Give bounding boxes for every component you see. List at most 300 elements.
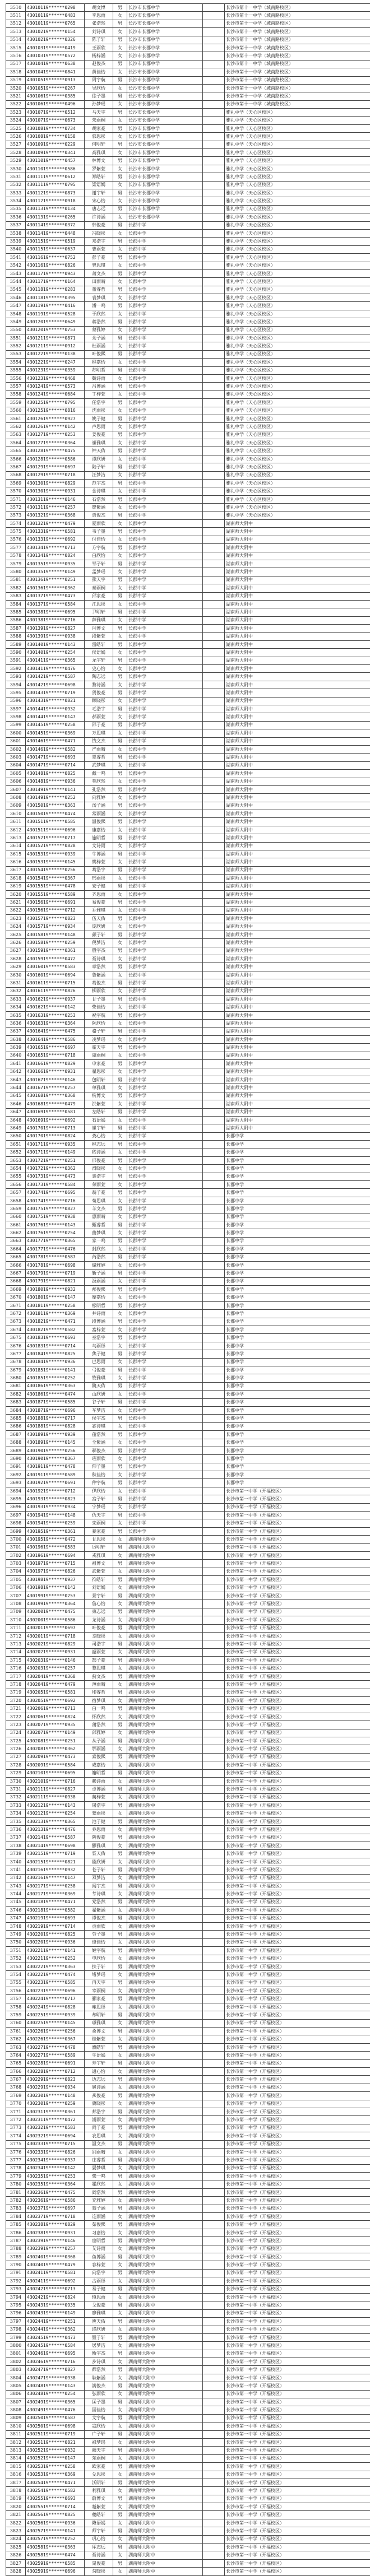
table-row (6, 826, 370, 834)
admitted-school: 长沙市第一中学（开福校区） (225, 1914, 370, 1922)
admitted-school: 长沙市第一中学（开福校区） (225, 2043, 370, 2051)
student-name: 乔思雨 (85, 1826, 113, 1834)
row-index: 3673 (6, 1318, 26, 1326)
graduating-school: 长沙市长郡中学 (127, 205, 203, 213)
admitted-school: 长沙市第一中学（开福校区） (225, 2197, 370, 2205)
graduating-school: 长郡中学 (127, 262, 203, 269)
table-row (6, 399, 370, 407)
admitted-school: 湖南师大附中 (225, 1027, 370, 1035)
empty-cell (203, 1705, 225, 1713)
table-row (6, 1648, 370, 1656)
student-name: 荣雨萱 (85, 1181, 113, 1189)
id-number: 43014219******0698 (26, 681, 85, 689)
graduating-school: 长沙市长郡中学 (127, 60, 203, 68)
student-name: 邱家豪 (85, 592, 113, 600)
table-row (6, 2544, 370, 2551)
id-number: 43024019******0479 (26, 2261, 85, 2269)
graduating-school: 湖南师大附中 (127, 2471, 203, 2479)
student-name: 鲁紫涵 (85, 971, 113, 979)
student-gender: 女 (113, 2052, 127, 2059)
empty-cell (203, 1141, 225, 1148)
student-gender: 女 (113, 2003, 127, 2011)
empty-cell (203, 1955, 225, 1963)
graduating-school: 长沙市长郡中学 (127, 12, 203, 20)
table-row (6, 1938, 370, 1946)
table-row (6, 1931, 370, 1938)
student-gender: 女 (113, 133, 127, 141)
graduating-school: 长郡中学 (127, 1463, 203, 1471)
table-row (6, 366, 370, 374)
id-number: 43024119******0692 (26, 2277, 85, 2285)
admitted-school: 雅礼中学（天心区校区） (225, 149, 370, 157)
student-gender: 男 (113, 705, 127, 713)
admitted-school: 长郡中学 (225, 1181, 370, 1189)
student-gender: 女 (113, 1810, 127, 1817)
empty-cell (203, 2173, 225, 2180)
student-gender: 男 (113, 1398, 127, 1406)
empty-cell (203, 802, 225, 810)
empty-cell (203, 92, 225, 100)
row-index: 3681 (6, 1382, 26, 1390)
student-gender: 男 (113, 2350, 127, 2358)
graduating-school: 长郡中学 (127, 1253, 203, 1261)
student-name: 甘子墨 (85, 996, 113, 1003)
row-index: 3598 (6, 713, 26, 721)
graduating-school: 湖南师大附中 (127, 2237, 203, 2245)
graduating-school: 长郡中学 (127, 415, 203, 422)
admitted-school: 雅礼中学（天心区校区） (225, 269, 370, 277)
graduating-school: 长郡中学 (127, 1052, 203, 1059)
row-index: 3708 (6, 1600, 26, 1608)
id-number: 43019019******0256 (26, 1447, 85, 1454)
row-index: 3604 (6, 761, 26, 769)
student-name: 萧文杰 (85, 269, 113, 277)
admitted-school: 长沙市第一中学（开福校区） (225, 2414, 370, 2422)
id-number: 43012119******0871 (26, 334, 85, 342)
student-name: 申欣怡 (85, 1955, 113, 1963)
id-number: 43015219******0828 (26, 842, 85, 850)
admitted-school: 雅礼中学（天心区校区） (225, 278, 370, 286)
student-gender: 女 (113, 390, 127, 398)
graduating-school: 长郡中学 (127, 745, 203, 753)
row-index: 3706 (6, 1584, 26, 1592)
graduating-school: 长郡中学 (127, 640, 203, 648)
table-row (6, 2100, 370, 2108)
table-row (6, 2253, 370, 2261)
id-number: 43015519******0589 (26, 890, 85, 898)
table-row (6, 423, 370, 431)
id-number: 43014719******0714 (26, 761, 85, 769)
empty-cell (203, 487, 225, 495)
id-number: 43010319******0419 (26, 44, 85, 52)
graduating-school: 湖南师大附中 (127, 1552, 203, 1560)
row-index: 3671 (6, 1301, 26, 1309)
table-row (6, 2277, 370, 2285)
student-gender: 女 (113, 1907, 127, 1914)
row-index: 3692 (6, 1471, 26, 1479)
id-number: 43015519******0478 (26, 882, 85, 890)
admitted-school: 雅礼中学（天心区校区） (225, 124, 370, 132)
empty-cell (203, 2527, 225, 2535)
row-index: 3779 (6, 2173, 26, 2180)
student-gender: 男 (113, 2382, 127, 2390)
empty-cell (203, 2269, 225, 2277)
table-row (6, 2438, 370, 2446)
admitted-school: 湖南师大附中 (225, 600, 370, 608)
id-number: 43011519******0519 (26, 238, 85, 245)
id-number: 43020619******0713 (26, 1705, 85, 1713)
table-row (6, 915, 370, 923)
graduating-school: 长郡中学 (127, 850, 203, 858)
empty-cell (203, 955, 225, 963)
graduating-school: 湖南师大附中 (127, 2430, 203, 2438)
empty-cell (203, 584, 225, 592)
row-index: 3540 (6, 245, 26, 253)
empty-cell (203, 576, 225, 584)
empty-cell (203, 2422, 225, 2430)
graduating-school: 长郡中学 (127, 705, 203, 713)
id-number: 43017519******0938 (26, 1213, 85, 1221)
graduating-school: 长郡中学 (127, 463, 203, 471)
empty-cell (203, 254, 225, 262)
table-row (6, 1810, 370, 1817)
admitted-school: 雅礼中学（天心区校区） (225, 213, 370, 221)
id-number: 43022219******0474 (26, 1971, 85, 1979)
empty-cell (203, 1398, 225, 1406)
empty-cell (203, 1189, 225, 1197)
empty-cell (203, 2503, 225, 2511)
id-number: 43022919******0934 (26, 2084, 85, 2091)
graduating-school: 湖南师大附中 (127, 2108, 203, 2115)
student-name: 易子健 (85, 2285, 113, 2293)
id-number: 43015619******0712 (26, 906, 85, 914)
admitted-school: 长沙市第一中学（开福校区） (225, 2430, 370, 2438)
row-index: 3549 (6, 318, 26, 326)
graduating-school: 湖南师大附中 (127, 1850, 203, 1858)
id-number: 43011219******0873 (26, 189, 85, 197)
empty-cell (203, 1640, 225, 1648)
row-index: 3585 (6, 608, 26, 616)
table-row (6, 133, 370, 141)
student-gender: 女 (113, 1165, 127, 1173)
student-name: 芮浩然 (85, 1253, 113, 1261)
table-row (6, 882, 370, 890)
admitted-school: 长沙市第一中学（开福校区） (225, 2213, 370, 2221)
table-row (6, 1769, 370, 1777)
graduating-school: 湖南师大附中 (127, 1705, 203, 1713)
id-number: 43021219******0143 (26, 1802, 85, 1810)
student-name: 全紫涵 (85, 1439, 113, 1447)
graduating-school: 湖南师大附中 (127, 2052, 203, 2059)
table-row (6, 2471, 370, 2479)
table-row (6, 455, 370, 463)
id-number: 43021619******0147 (26, 1874, 85, 1882)
admitted-school: 长郡中学 (225, 1447, 370, 1454)
student-gender: 男 (113, 2447, 127, 2454)
row-index: 3512 (6, 20, 26, 27)
row-index: 3633 (6, 996, 26, 1003)
graduating-school: 湖南师大附中 (127, 2568, 203, 2575)
admitted-school: 湖南师大附中 (225, 899, 370, 906)
student-name: 庾天佑 (85, 2318, 113, 2326)
empty-cell (203, 149, 225, 157)
empty-cell (203, 141, 225, 148)
empty-cell (203, 1560, 225, 1568)
admitted-school: 长沙市第一中学（开福校区） (225, 2059, 370, 2067)
admitted-school: 长沙市第一中学（开福校区） (225, 1745, 370, 1753)
student-name: 金诗琪 (85, 487, 113, 495)
graduating-school: 湖南师大附中 (127, 1947, 203, 1955)
admitted-school: 长沙市第一中学（开福校区） (225, 1898, 370, 1906)
table-row (6, 1632, 370, 1640)
student-gender: 男 (113, 2076, 127, 2084)
empty-cell (203, 181, 225, 189)
admitted-school: 长沙市第一中学（开福校区） (225, 1608, 370, 1616)
table-row (6, 310, 370, 318)
admitted-school: 长沙市第一中学（开福校区） (225, 1979, 370, 1987)
student-gender: 男 (113, 318, 127, 326)
id-number: 43014719******0693 (26, 754, 85, 761)
student-name: 覃睿哲 (85, 754, 113, 761)
table-row (6, 1116, 370, 1124)
graduating-school: 湖南师大附中 (127, 1560, 203, 1568)
id-number: 43017019******0713 (26, 1124, 85, 1132)
empty-cell (203, 705, 225, 713)
graduating-school: 长郡中学 (127, 842, 203, 850)
empty-cell (203, 2479, 225, 2486)
student-gender: 女 (113, 1084, 127, 1092)
student-name: 宁梦瑶 (85, 1503, 113, 1511)
table-row (6, 1132, 370, 1140)
student-name: 从子涵 (85, 1737, 113, 1745)
admitted-school: 长沙市第十一中学（城南路校区） (225, 52, 370, 60)
student-name: 蔡雅婷 (85, 326, 113, 334)
graduating-school: 长沙市长郡中学 (127, 109, 203, 117)
graduating-school: 长郡中学 (127, 625, 203, 633)
table-row (6, 947, 370, 955)
student-name: 印睿哲 (85, 1689, 113, 1696)
table-row (6, 1439, 370, 1447)
table-row (6, 36, 370, 44)
empty-cell (203, 1552, 225, 1560)
student-gender: 女 (113, 310, 127, 318)
student-name: 尚子豪 (85, 2124, 113, 2132)
row-index: 3591 (6, 657, 26, 664)
row-index: 3597 (6, 705, 26, 713)
row-index: 3641 (6, 1060, 26, 1068)
student-name: 仲宇航 (85, 1479, 113, 1487)
admitted-school: 长沙市第一中学（开福校区） (225, 1552, 370, 1560)
graduating-school: 长郡中学 (127, 334, 203, 342)
student-gender: 女 (113, 2390, 127, 2398)
id-number: 43016119******0826 (26, 987, 85, 995)
id-number: 43013019******0931 (26, 487, 85, 495)
id-number: 43019719******0826 (26, 1568, 85, 1575)
row-index: 3646 (6, 1100, 26, 1108)
empty-cell (203, 2035, 225, 2043)
student-gender: 女 (113, 1471, 127, 1479)
student-gender: 女 (113, 1020, 127, 1027)
row-index: 3701 (6, 1543, 26, 1551)
graduating-school: 湖南师大附中 (127, 2454, 203, 2462)
table-row (6, 544, 370, 552)
row-index: 3753 (6, 1963, 26, 1970)
admitted-school: 长郡中学 (225, 1205, 370, 1213)
graduating-school: 湖南师大附中 (127, 2132, 203, 2140)
id-number: 43022719******0478 (26, 2043, 85, 2051)
id-number: 43016019******0694 (26, 971, 85, 979)
admitted-school: 雅礼中学（天心区校区） (225, 302, 370, 310)
table-row (6, 673, 370, 681)
student-gender: 男 (113, 1657, 127, 1664)
student-name: 衡宇杰 (85, 2350, 113, 2358)
row-index: 3639 (6, 1044, 26, 1052)
row-index: 3532 (6, 181, 26, 189)
graduating-school: 湖南师大附中 (127, 2544, 203, 2551)
student-name: 祖博文 (85, 1560, 113, 1568)
row-index: 3644 (6, 1084, 26, 1092)
graduating-school: 长郡中学 (127, 1374, 203, 1382)
student-gender: 女 (113, 1793, 127, 1801)
empty-cell (203, 2213, 225, 2221)
id-number: 43021919******0714 (26, 1922, 85, 1930)
student-gender: 男 (113, 1576, 127, 1584)
empty-cell (203, 2390, 225, 2398)
id-number: 43017519******0827 (26, 1205, 85, 1213)
empty-cell (203, 4, 225, 12)
student-name: 籍明哲 (85, 1769, 113, 1777)
table-row (6, 1552, 370, 1560)
id-number: 43019719******0715 (26, 1560, 85, 1568)
admitted-school: 雅礼中学（天心区校区） (225, 334, 370, 342)
admitted-school: 湖南师大附中 (225, 705, 370, 713)
table-row (6, 906, 370, 914)
id-number: 43018619******0363 (26, 1382, 85, 1390)
table-row (6, 689, 370, 697)
table-row (6, 1568, 370, 1575)
student-gender: 女 (113, 2535, 127, 2543)
row-index: 3531 (6, 173, 26, 181)
table-row (6, 2043, 370, 2051)
student-gender: 女 (113, 278, 127, 286)
empty-cell (203, 2568, 225, 2575)
graduating-school: 湖南师大附中 (127, 2438, 203, 2446)
student-name: 寇欣怡 (85, 2422, 113, 2430)
graduating-school: 长郡中学 (127, 1318, 203, 1326)
student-name: 寿宇轩 (85, 2059, 113, 2067)
row-index: 3533 (6, 189, 26, 197)
student-gender: 女 (113, 1568, 127, 1575)
student-name: 夏雨欣 (85, 520, 113, 528)
student-gender: 女 (113, 2197, 127, 2205)
student-gender: 女 (113, 1487, 127, 1495)
student-gender: 男 (113, 286, 127, 294)
student-gender: 男 (113, 124, 127, 132)
student-gender: 男 (113, 399, 127, 407)
empty-cell (203, 1922, 225, 1930)
student-name: 弓俊豪 (85, 1366, 113, 1374)
row-index: 3523 (6, 109, 26, 117)
student-gender: 男 (113, 931, 127, 938)
student-gender: 男 (113, 1898, 127, 1906)
graduating-school: 长郡中学 (127, 471, 203, 479)
id-number: 43021819******0471 (26, 1898, 85, 1906)
admitted-school: 长郡中学 (225, 1318, 370, 1326)
id-number: 43011019******0457 (26, 157, 85, 165)
student-name: 翟思彤 (85, 1068, 113, 1076)
id-number: 43016519******0718 (26, 1052, 85, 1059)
row-index: 3562 (6, 423, 26, 431)
table-row (6, 1052, 370, 1059)
table-row (6, 1326, 370, 1334)
id-number: 43017819******0587 (26, 1253, 85, 1261)
admitted-school: 雅礼中学（天心区校区） (225, 407, 370, 415)
table-row (6, 1681, 370, 1689)
student-name: 罗紫萱 (85, 165, 113, 173)
empty-cell (203, 1431, 225, 1439)
row-index: 3747 (6, 1914, 26, 1922)
graduating-school: 长郡中学 (127, 1100, 203, 1108)
graduating-school: 长郡中学 (127, 963, 203, 971)
admitted-school: 雅礼中学（天心区校区） (225, 471, 370, 479)
graduating-school: 湖南师大附中 (127, 1753, 203, 1761)
table-row (6, 2511, 370, 2519)
row-index: 3630 (6, 971, 26, 979)
id-number: 43024419******0362 (26, 2326, 85, 2333)
id-number: 43017219******0251 (26, 1156, 85, 1164)
graduating-school: 长郡中学 (127, 1326, 203, 1334)
id-number: 43014519******0258 (26, 721, 85, 729)
id-number: 43021719******0258 (26, 1882, 85, 1890)
student-name: 包明轩 (85, 1076, 113, 1084)
graduating-school: 长郡中学 (127, 1294, 203, 1301)
student-name: 史心怡 (85, 665, 113, 673)
table-row (6, 471, 370, 479)
student-gender: 女 (113, 1777, 127, 1785)
row-index: 3693 (6, 1479, 26, 1487)
table-row (6, 149, 370, 157)
student-name: 秦雨桐 (85, 584, 113, 592)
table-row (6, 157, 370, 165)
admitted-school: 雅礼中学（天心区校区） (225, 512, 370, 519)
id-number: 43014519******0369 (26, 729, 85, 737)
table-row (6, 2116, 370, 2124)
id-number: 43016519******0697 (26, 1044, 85, 1052)
student-name: 韦子墨 (85, 528, 113, 536)
empty-cell (203, 1286, 225, 1294)
empty-cell (203, 1512, 225, 1519)
empty-cell (203, 399, 225, 407)
student-gender: 男 (113, 1608, 127, 1616)
row-index: 3792 (6, 2277, 26, 2285)
row-index: 3625 (6, 931, 26, 938)
row-index: 3797 (6, 2318, 26, 2326)
empty-cell (203, 1785, 225, 1793)
id-number: 43017319******0584 (26, 1181, 85, 1189)
student-name: 付佳怡 (85, 536, 113, 543)
student-gender: 男 (113, 1882, 127, 1890)
row-index: 3586 (6, 616, 26, 624)
admitted-school: 湖南师大附中 (225, 568, 370, 576)
admitted-school: 湖南师大附中 (225, 552, 370, 560)
table-row (6, 1391, 370, 1398)
empty-cell (203, 729, 225, 737)
table-row (6, 318, 370, 326)
admitted-school: 长沙市第一中学（开福校区） (225, 1834, 370, 1842)
student-name: 扈诗涵 (85, 2084, 113, 2091)
student-gender: 女 (113, 1552, 127, 1560)
student-name: 郭思彤 (85, 133, 113, 141)
